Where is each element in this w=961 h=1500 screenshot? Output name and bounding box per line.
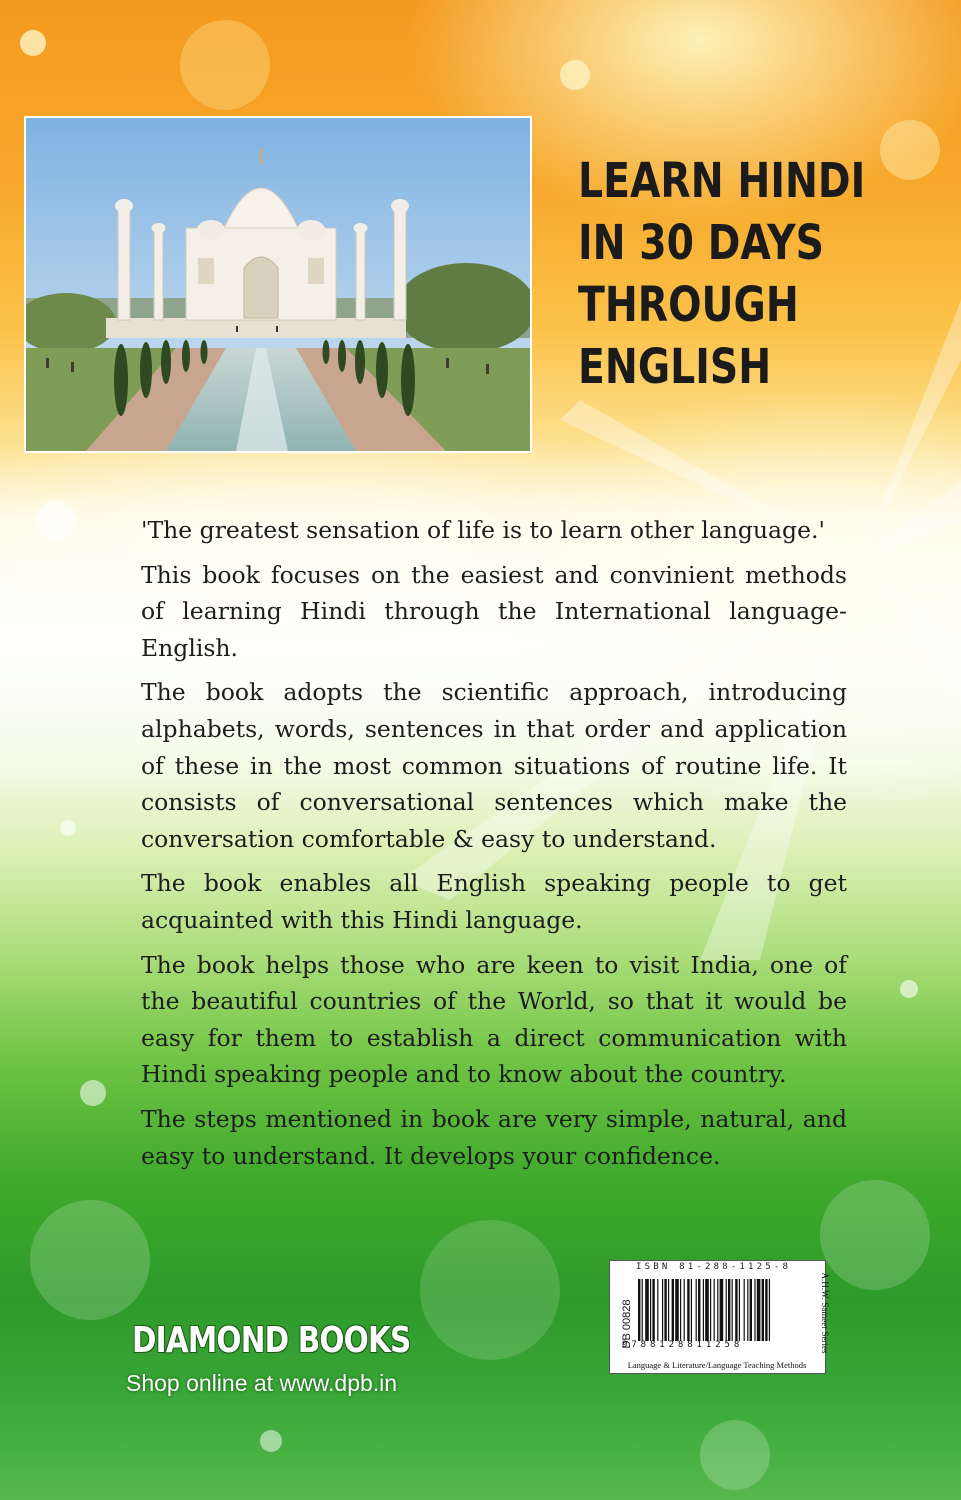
description-paragraph: This book focuses on the easiest and convinient methods of learning Hindi through the International language-English.: [141, 560, 847, 662]
taj-mahal-illustration: [26, 118, 530, 451]
taj-mahal-photo: [24, 116, 532, 453]
title-line: ENGLISH: [578, 339, 772, 395]
book-title: [578, 150, 873, 398]
book-description: [141, 512, 847, 1182]
description-paragraph: The book adopts the scientific approach, introducing alphabets, words, sentences in that order and application of these in the most common situations of routine life. It consists of conversational sentences which make the conversation comfortable & easy to understand.: [141, 678, 847, 853]
description-paragraph: The book enables all English speaking people to get acquainted with this Hindi language.: [141, 869, 847, 934]
isbn-text: ISBN 81-288-1125-8: [636, 1262, 792, 1272]
barcode-box: [609, 1260, 826, 1374]
title-line: THROUGH: [578, 277, 799, 333]
shop-online-text: Shop online at www.dpb.in: [126, 1370, 398, 1396]
series-text: A.H.W. Sameer Series: [820, 1272, 830, 1354]
bokeh-light: [20, 30, 46, 56]
title-line: IN 30 DAYS: [578, 215, 824, 271]
barcode-icon: [610, 1261, 825, 1373]
bokeh-light: [560, 60, 590, 90]
bokeh-light: [180, 20, 270, 110]
category-text: Language & Literature/Language Teaching Methods: [627, 1360, 807, 1370]
bokeh-light: [30, 1200, 150, 1320]
publisher-block: [126, 1318, 466, 1397]
quote-paragraph: 'The greatest sensation of life is to learn other language.': [141, 516, 825, 544]
bokeh-light: [60, 820, 76, 836]
bokeh-light: [36, 500, 76, 540]
bokeh-light: [260, 1430, 282, 1452]
publisher-name: DIAMOND BOOKS: [132, 1319, 411, 1361]
db-code: DB 00828: [621, 1299, 633, 1349]
bokeh-light: [900, 980, 918, 998]
bokeh-light: [880, 120, 940, 180]
title-line: LEARN HINDI: [578, 153, 866, 209]
description-paragraph: The book helps those who are keen to visit India, one of the beautiful countries of the World, so that it would be easy for them to establish a direct communication with Hindi speaking people and to know about the country.: [141, 950, 847, 1089]
publisher-logo-row: [126, 1318, 466, 1362]
bokeh-light: [80, 1080, 106, 1106]
ean-digits: 9788128811258: [622, 1340, 744, 1350]
bokeh-light: [820, 1180, 930, 1290]
description-paragraph: The steps mentioned in book are very simple, natural, and easy to understand. It develops your confidence.: [141, 1104, 847, 1170]
bokeh-light: [700, 1420, 770, 1490]
